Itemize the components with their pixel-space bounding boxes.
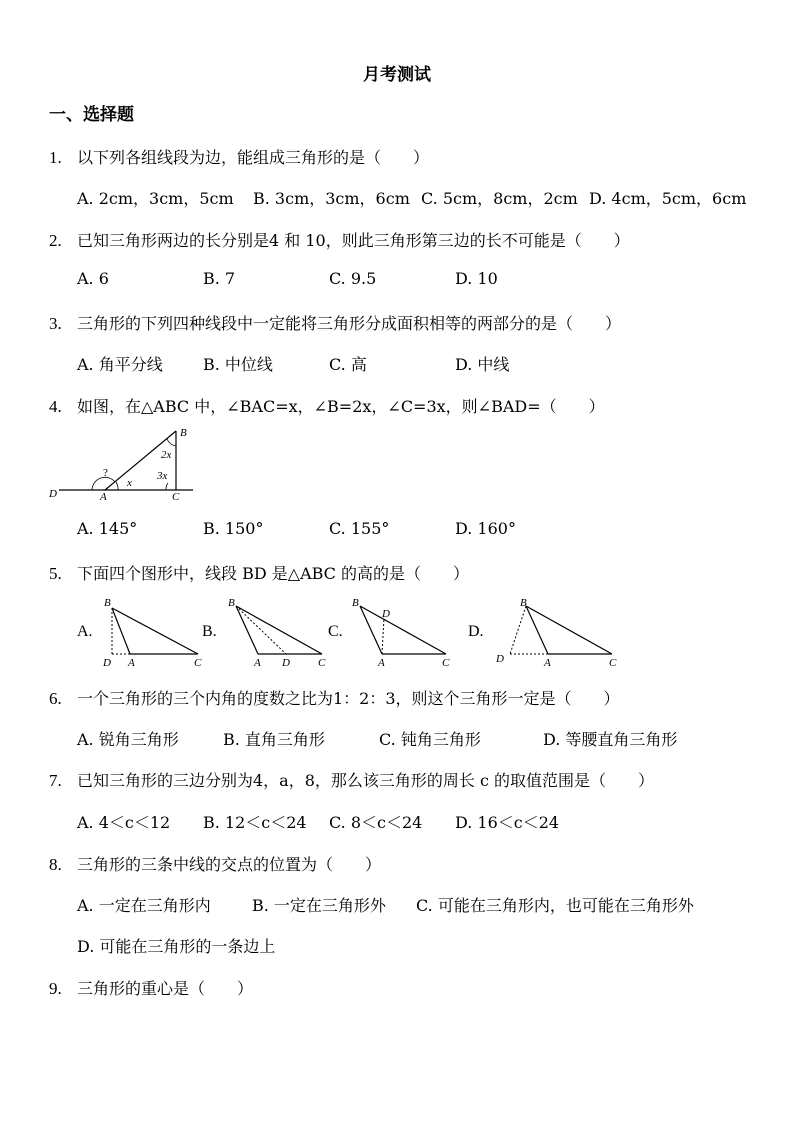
label-c: C [442, 657, 450, 669]
label-c: C [609, 657, 617, 669]
label-b: B [228, 597, 235, 609]
question-text: 三角形的三条中线的交点的位置为（ ） [77, 855, 382, 874]
figure-5c [346, 594, 458, 670]
option-a: A. 4＜c＜12 [77, 813, 171, 832]
option-a: A. 一定在三角形内 [77, 896, 211, 915]
option-c: C. 可能在三角形内，也可能在三角形外 [416, 896, 694, 915]
label-a: A [254, 657, 261, 669]
option-a: A. 2cm，3cm，5cm [77, 189, 234, 208]
question-text: 已知三角形两边的长分别是4 和 10，则此三角形第三边的长不可能是（ ） [77, 231, 630, 250]
question-4 [49, 394, 605, 417]
option-d: D. 160° [455, 519, 516, 538]
question-2 [49, 228, 630, 251]
label-d: D [382, 608, 390, 620]
question-text: 一个三角形的三个内角的度数之比为1：2：3，则这个三角形一定是（ ） [77, 689, 620, 708]
question-5 [49, 561, 469, 584]
label-b: B [352, 597, 359, 609]
question-number: 9. [49, 979, 62, 998]
question-number: 4. [49, 397, 62, 416]
options-8-row2 [77, 934, 275, 957]
option-d: D. 中线 [455, 355, 510, 374]
question-text: 下面四个图形中，线段 BD 是△ABC 的高的是（ ） [77, 564, 470, 583]
label-3x: 3x [157, 470, 168, 482]
label-a: A [100, 491, 107, 503]
question-number: 8. [49, 855, 62, 874]
option-c: C. 高 [329, 355, 367, 374]
option-a: A. 145° [77, 519, 138, 538]
option-d: D. 16＜c＜24 [455, 813, 560, 832]
option-b: B. 3cm，3cm，6cm [253, 189, 410, 208]
label-c: C [172, 491, 180, 503]
label-d: D [49, 488, 57, 500]
options-8-row1 [77, 893, 694, 916]
option-b: B. 直角三角形 [223, 730, 325, 749]
question-text: 以下列各组线段为边，能组成三角形的是（ ） [77, 148, 430, 167]
figure-c-label: C. [328, 623, 343, 640]
label-d: D [496, 653, 504, 665]
option-c: C. 155° [329, 519, 390, 538]
option-d: D. 4cm，5cm，6cm [589, 189, 747, 208]
options-6 [77, 727, 677, 750]
figure-d-label: D. [468, 623, 484, 640]
option-b: B. 一定在三角形外 [252, 896, 386, 915]
options-4 [77, 519, 516, 538]
label-b: B [180, 427, 187, 439]
question-text: 三角形的重心是（ ） [77, 979, 254, 998]
option-d: D. 10 [455, 269, 498, 288]
question-number: 7. [49, 771, 62, 790]
figure-b-label: B. [202, 623, 217, 640]
question-9 [49, 976, 253, 999]
option-d: D. 等腰直角三角形 [543, 730, 678, 749]
label-d: D [282, 657, 290, 669]
question-7 [49, 768, 654, 791]
label-x: x [127, 477, 132, 489]
question-text: 已知三角形的三边分别为4，a，8，那么该三角形的周长 c 的取值范围是（ ） [77, 771, 655, 790]
label-b: B [104, 597, 111, 609]
label-d: D [103, 657, 111, 669]
question-8 [49, 852, 381, 875]
label-a: A [544, 657, 551, 669]
option-c: C. 5cm，8cm，2cm [421, 189, 578, 208]
option-a: A. 6 [77, 269, 109, 288]
question-number: 5. [49, 564, 62, 583]
option-b: B. 中位线 [203, 355, 273, 374]
option-a: A. 角平分线 [77, 355, 163, 374]
label-a: A [378, 657, 385, 669]
option-c: C. 9.5 [329, 269, 377, 288]
figure-a-label: A. [77, 623, 93, 640]
options-3 [77, 352, 509, 375]
triangle-figure-4 [45, 424, 205, 504]
question-text: 如图，在△ABC 中，∠BAC=x，∠B=2x，∠C=3x，则∠BAD=（ ） [77, 397, 605, 416]
option-a: A. 锐角三角形 [77, 730, 179, 749]
option-b: B. 7 [203, 269, 236, 288]
option-c: C. 8＜c＜24 [329, 813, 423, 832]
label-question-mark: ? [103, 467, 108, 479]
question-1 [49, 145, 429, 168]
figure-5a [98, 594, 210, 670]
options-1 [77, 186, 746, 209]
question-number: 2. [49, 231, 62, 250]
label-c: C [194, 657, 202, 669]
label-2x: 2x [161, 449, 172, 461]
question-6 [49, 686, 620, 709]
options-2 [77, 269, 498, 288]
label-c: C [318, 657, 326, 669]
question-3 [49, 311, 621, 334]
question-number: 1. [49, 148, 62, 167]
question-number: 3. [49, 314, 62, 333]
label-b: B [520, 597, 527, 609]
question-number: 6. [49, 689, 62, 708]
label-a: A [128, 657, 135, 669]
option-d: D. 可能在三角形的一条边上 [77, 937, 276, 956]
question-text: 三角形的下列四种线段中一定能将三角形分成面积相等的两部分的是（ ） [77, 314, 622, 333]
section-heading: 一、选择题 [49, 105, 134, 125]
option-c: C. 钝角三角形 [379, 730, 481, 749]
figure-5b [222, 594, 334, 670]
options-7 [77, 810, 559, 833]
figure-5d [492, 594, 624, 670]
option-b: B. 150° [203, 519, 264, 538]
option-b: B. 12＜c＜24 [203, 813, 307, 832]
page-title: 月考测试 [363, 65, 431, 85]
